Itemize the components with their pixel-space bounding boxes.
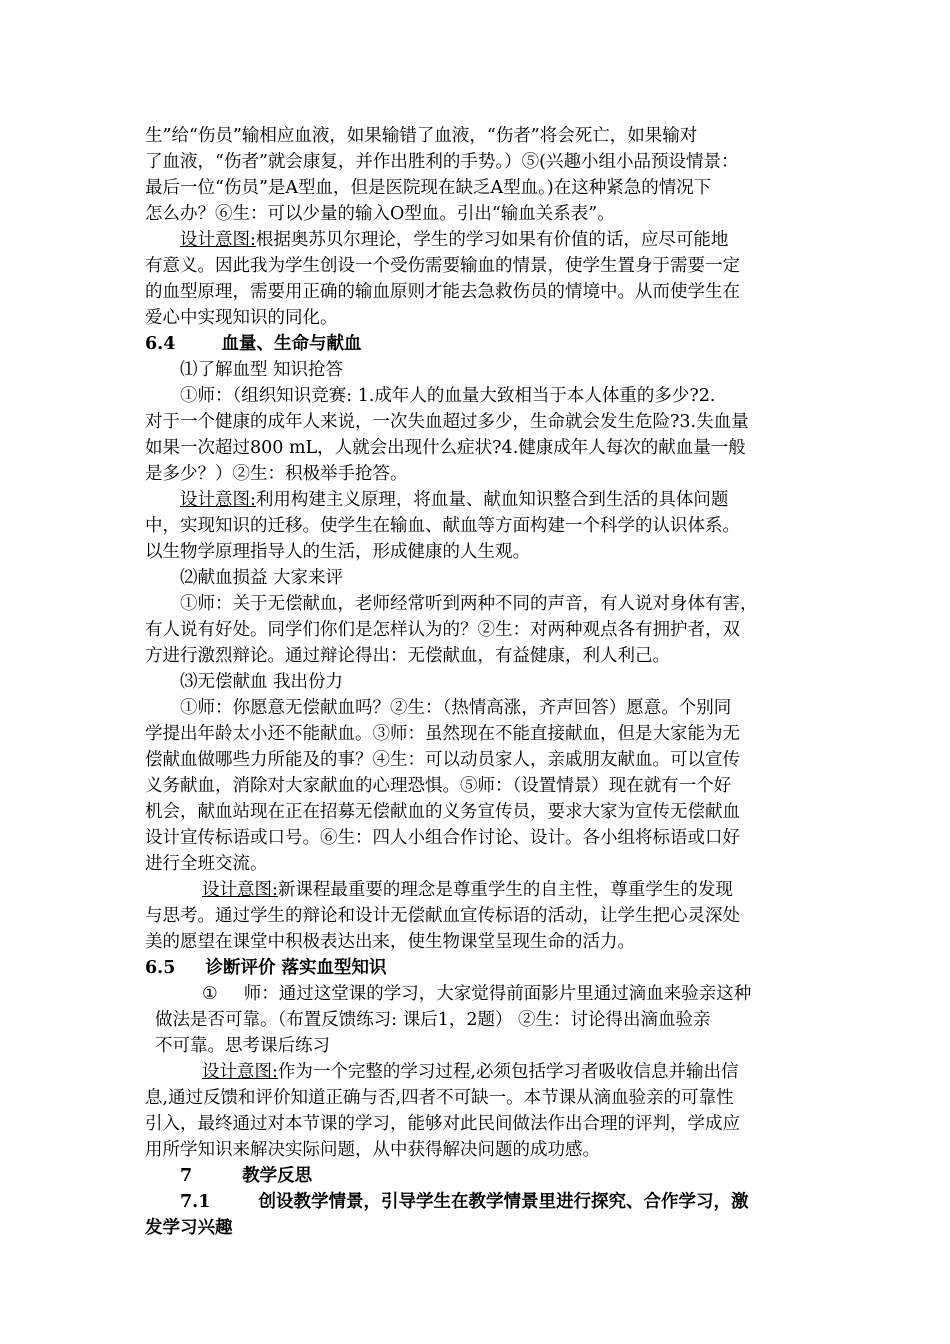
paragraph-line: ①师：（组织知识竞赛: 1.成年人的血量大致相当于本人体重的多少?2. (180, 386, 716, 406)
section-number: 7 (180, 1166, 193, 1186)
paragraph-line (202, 982, 751, 1006)
paragraph-line: 爱心中实现知识的同化。 (145, 308, 338, 328)
paragraph-line: 有人说有好处。同学们你们是怎样认为的？②生：对两种观点各有拥护者，双 (145, 620, 740, 640)
paragraph-line: 用所学知识来解决实际问题，从中获得解决问题的成功感。 (145, 1140, 600, 1160)
design-intent-line (180, 488, 728, 512)
design-intent-text: 新课程最重要的理念是尊重学生的自主性，尊重学生的发现 (277, 880, 733, 900)
section-title: 教学反思 (242, 1166, 313, 1186)
section-heading-6-4 (145, 332, 361, 356)
section-title: 血量、生命与献血 (221, 334, 362, 354)
paragraph-line: 引入，最终通过对本节课的学习，能够对此民间做法作出合理的评判，学成应 (145, 1114, 740, 1134)
paragraph-line: 有意义。因此我为学生创设一个受伤需要输血的情景，使学生置身于需要一定 (145, 256, 740, 276)
section-heading-6-5 (145, 956, 387, 980)
item-text: 师：通过这堂课的学习，大家觉得前面影片里通过滴血来验亲这种 (243, 984, 752, 1004)
design-intent-label: 设计意图: (180, 490, 256, 510)
section-number: 6.5 (145, 958, 176, 978)
paragraph-line: 义务献血，消除对大家献血的心理恐惧。⑤师：（设置情景）现在就有一个好 (145, 776, 732, 796)
paragraph-line: 息,通过反馈和评价知道正确与否,四者不可缺一。本节课从滴血验亲的可靠性 (145, 1088, 734, 1108)
subsection-heading: ⑵献血损益 大家来评 (180, 568, 344, 588)
design-intent-text: 利用构建主义原理，将血量、献血知识整合到生活的具体问题 (255, 490, 729, 510)
design-intent-text: 根据奥苏贝尔理论，学生的学习如果有价值的话，应尽可能地 (255, 230, 729, 250)
paragraph-line: 与思考。通过学生的辩论和设计无偿献血宣传标语的活动，让学生把心灵深处 (145, 906, 740, 926)
section-title: 创设教学情景，引导学生在教学情景里进行探究、合作学习，激 (258, 1192, 749, 1212)
paragraph-line: 不可靠。思考课后练习 (155, 1036, 330, 1056)
section-number: 7.1 (180, 1192, 211, 1212)
paragraph-line: ①师：你愿意无偿献血吗？②生：（热情高涨，齐声回答）愿意。个别同 (180, 698, 732, 718)
subsection-heading: ⑶无偿献血 我出份力 (180, 672, 344, 692)
paragraph-line: 的血型原理，需要用正确的输血原则才能去急救伤员的情境中。从而使学生在 (145, 282, 740, 302)
design-intent-label: 设计意图: (202, 1062, 278, 1082)
design-intent-label: 设计意图: (202, 880, 278, 900)
paragraph-line: 做法是否可靠。（布置反馈练习: 课后1，2题） ②生：讨论得出滴血验亲 (155, 1010, 711, 1030)
section-title: 诊断评价 落实血型知识 (205, 958, 387, 978)
paragraph-line: 怎么办？⑥生：可以少量的输入O型血。引出“输血关系表”。 (145, 204, 615, 224)
design-intent-line (202, 1060, 738, 1084)
section-heading-continuation: 发学习兴趣 (145, 1218, 233, 1238)
paragraph-line: 设计宣传标语或口号。⑥生：四人小组合作讨论、设计。各小组将标语或口好 (145, 828, 740, 848)
design-intent-label: 设计意图: (180, 230, 256, 250)
paragraph-line: 偿献血做哪些力所能及的事？④生：可以动员家人，亲戚朋友献血。可以宣传 (145, 750, 740, 770)
item-number: ① (202, 984, 218, 1004)
paragraph-line: 美的愿望在课堂中积极表达出来，使生物课堂呈现生命的活力。 (145, 932, 635, 952)
paragraph-line: 学提出年龄太小还不能献血。③师：虽然现在不能直接献血，但是大家能为无 (145, 724, 740, 744)
paragraph-line: 了血液，“伤者”就会康复，并作出胜利的手势。）⑤(兴趣小组小品预设情景： (145, 152, 739, 172)
paragraph-line: 如果一次超过800 mL，人就会出现什么症状?4.健康成年人每次的献血量一般 (145, 438, 746, 458)
design-intent-line (180, 228, 728, 252)
paragraph-line: 以生物学原理指导人的生活，形成健康的人生观。 (145, 542, 530, 562)
design-intent-line (202, 878, 733, 902)
paragraph-line: 机会，献血站现在正在招募无偿献血的义务宣传员，要求大家为宣传无偿献血 (145, 802, 740, 822)
subsection-heading: ⑴了解血型 知识抢答 (180, 360, 344, 380)
section-heading-7-1 (180, 1190, 748, 1214)
paragraph-line: 中，实现知识的迁移。使学生在输血、献血等方面构建一个科学的认识体系。 (145, 516, 740, 536)
paragraph-line: ①师：关于无偿献血，老师经常听到两种不同的声音，有人说对身体有害， (180, 594, 758, 614)
design-intent-text: 作为一个完整的学习过程,必须包括学习者吸收信息并输出信 (277, 1062, 739, 1082)
paragraph-line: 方进行激烈辩论。通过辩论得出：无偿献血，有益健康，利人利己。 (145, 646, 670, 666)
paragraph-line: 最后一位“伤员”是A型血，但是医院现在缺乏A型血。)在这种紧急的情况下 (145, 178, 712, 198)
paragraph-line: 是多少？）②生：积极举手抢答。 (145, 464, 408, 484)
section-number: 6.4 (145, 334, 176, 354)
paragraph-line: 对于一个健康的成年人来说，一次失血超过多少，生命就会发生危险?3.失血量 (145, 412, 749, 432)
section-heading-7 (180, 1164, 312, 1188)
paragraph-line: 进行全班交流。 (145, 854, 268, 874)
paragraph-line: 生”给“伤员”输相应血液，如果输错了血液，“伤者”将会死亡，如果输对 (145, 126, 698, 146)
